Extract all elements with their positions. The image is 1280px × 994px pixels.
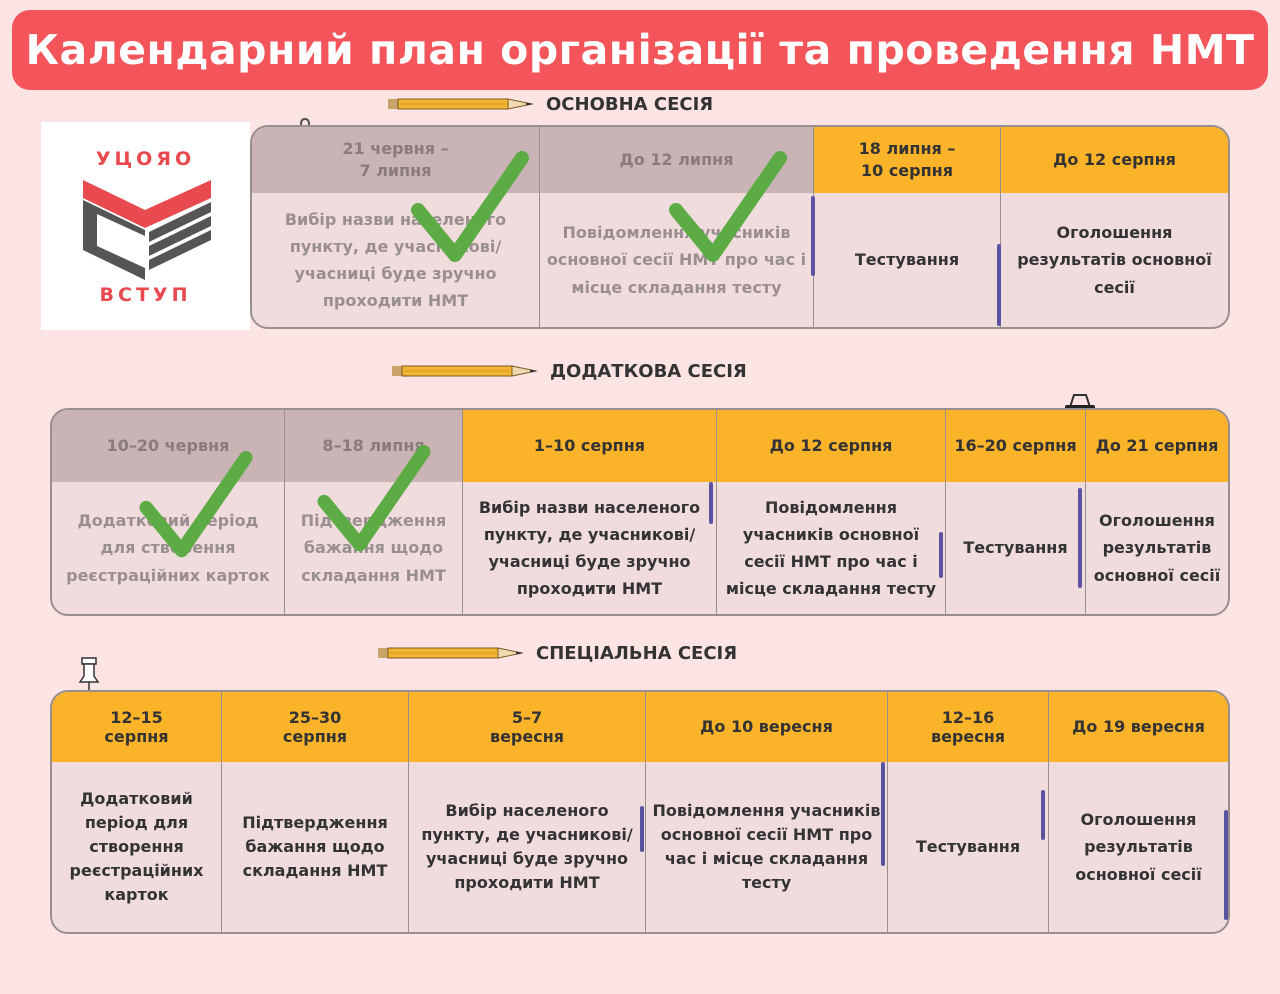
special-col-2	[222, 692, 409, 932]
extra-date-4: До 12 серпня	[717, 410, 945, 482]
main-text-4: Оголошення результатів основної сесії	[1017, 223, 1212, 297]
main-session-title: ОСНОВНА СЕСІЯ	[546, 93, 714, 115]
checkmark-icon	[410, 150, 530, 270]
special-col-5	[888, 692, 1049, 932]
extra-col-5	[946, 410, 1086, 614]
main-date-1: 21 червня – 7 липня	[252, 127, 539, 193]
extra-text-6: Оголошення результатів основної сесії	[1093, 511, 1221, 585]
special-date-5: 12–16 вересня	[888, 692, 1048, 762]
extra-session-title: ДОДАТКОВА СЕСІЯ	[550, 360, 747, 382]
extra-date-2: 8–18 липня	[285, 410, 462, 482]
checkmark-icon	[136, 450, 256, 565]
accent-bar	[811, 196, 815, 276]
extra-session-label	[392, 360, 747, 382]
special-text-5: Тестування	[915, 837, 1021, 857]
extra-text-2: Підтвердження бажання щодо складання НМТ	[300, 511, 447, 585]
special-date-4: До 10 вересня	[646, 692, 887, 762]
special-text-4: Повідомлення учасників основної сесії НМТ про час і місце складання тесту	[652, 801, 881, 892]
extra-date-1: 10–20 червня	[52, 410, 284, 482]
pencil-icon	[378, 646, 528, 660]
special-date-1: 12–15 серпня	[52, 692, 221, 762]
special-date-6: До 19 вересня	[1049, 692, 1228, 762]
accent-bar	[881, 762, 885, 866]
special-col-6	[1049, 692, 1228, 932]
special-col-4	[646, 692, 888, 932]
special-text-2: Підтвердження бажання щодо складання НМТ	[242, 813, 388, 880]
special-session-title: СПЕЦІАЛЬНА СЕСІЯ	[536, 642, 738, 664]
checkmark-icon	[668, 150, 788, 270]
extra-text-1: Додатковий період для створення реєстраційних карток	[66, 511, 270, 585]
special-text-3: Вибір населеного пункту, де учасникові/ учасниці буде зручно проходити НМТ	[421, 801, 633, 892]
extra-col-3	[463, 410, 717, 614]
pencil-icon	[392, 364, 542, 378]
page-title: Календарний план організації та проведення НМТ	[12, 10, 1268, 90]
special-date-3: 5–7 вересня	[409, 692, 645, 762]
special-date-2: 25–30 серпня	[222, 692, 408, 762]
logo-top-text: УЦОЯО	[95, 148, 196, 170]
special-session-label	[378, 642, 737, 664]
special-col-3	[409, 692, 646, 932]
extra-date-5: 16–20 серпня	[946, 410, 1085, 482]
special-text-6: Оголошення результатів основної сесії	[1075, 810, 1202, 884]
accent-bar	[939, 532, 943, 578]
special-col-1	[52, 692, 222, 932]
accent-bar	[1041, 790, 1045, 840]
accent-bar	[1224, 810, 1228, 920]
main-text-2: Повідомлення учасників основної сесії НМТ про час і місце складання тесту	[546, 223, 807, 297]
main-text-3: Тестування	[854, 250, 960, 270]
extra-col-4	[717, 410, 946, 614]
main-date-3: 18 липня – 10 серпня	[814, 127, 1000, 193]
logo-bottom-text: ВСТУП	[99, 284, 192, 306]
extra-text-3: Вибір назви населеного пункту, де учасникові/ учасниці буде зручно проходити НМТ	[478, 497, 701, 599]
accent-bar	[709, 482, 713, 524]
extra-date-3: 1–10 серпня	[463, 410, 716, 482]
book-logo-icon	[83, 170, 213, 280]
extra-col-6	[1086, 410, 1228, 614]
main-date-2: До 12 липня	[540, 127, 813, 193]
main-col-4	[1001, 127, 1228, 327]
accent-bar	[997, 244, 1001, 326]
accent-bar	[1078, 488, 1082, 588]
main-col-3	[814, 127, 1001, 327]
extra-text-5: Тестування	[963, 538, 1068, 558]
checkmark-icon	[314, 444, 434, 559]
main-session-label	[388, 93, 713, 115]
accent-bar	[640, 806, 644, 852]
special-text-1: Додатковий період для створення реєстраційних карток	[69, 789, 204, 904]
extra-text-4: Повідомлення учасників основної сесії НМТ про час і місце складання тесту	[725, 497, 937, 599]
main-date-4: До 12 серпня	[1001, 127, 1228, 193]
extra-date-6: До 21 серпня	[1086, 410, 1228, 482]
main-text-1: Вибір назви населеного пункту, де учасникові/учасниці буде зручно проходити НМТ	[284, 209, 507, 311]
logo	[41, 122, 250, 330]
pencil-icon	[388, 97, 538, 111]
